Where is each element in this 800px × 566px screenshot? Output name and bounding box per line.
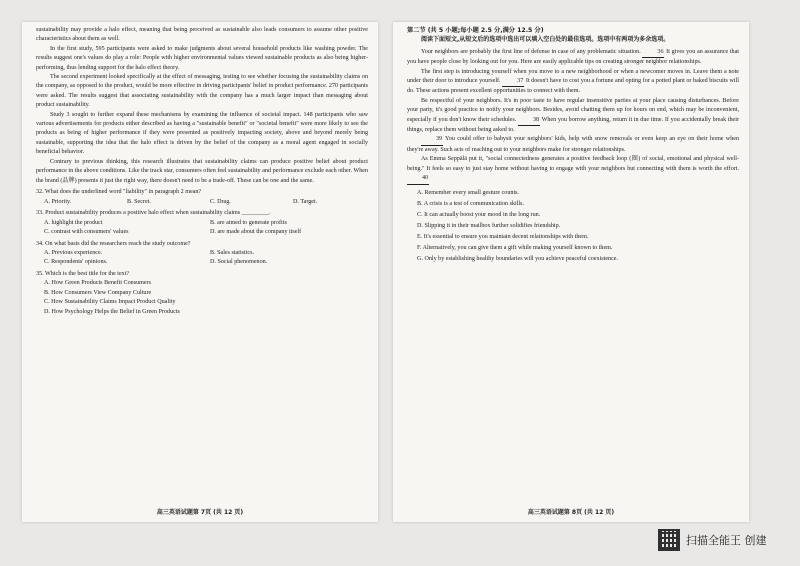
question-stem: 32. What does the underlined word "liability" in paragraph 2 mean? <box>36 189 202 196</box>
cloze-paragraph-1 <box>407 48 739 68</box>
paragraph-5: Contrary to previous thinking, this research illustrates that sustainability claims can produce positive belief about product performance in the above conditions. Like the track star, consumers often feel sustainability and performance exclude each other. When the brand (品牌) presents it just the right way, there doesn't need to be a trade-off. These can be one and the same. <box>36 158 368 184</box>
question-35 <box>36 270 368 317</box>
text-segment: It doesn't have to cost you a fortune and opting for a potted plant or baked biscuits will do. These actions present excellent opportunities to connect with them. <box>407 78 739 95</box>
paragraph-3: The second experiment looked specifically at the effect of messaging, testing to see whether focusing the sustainability claims on the company, as opposed to the product, would be more effective in driving participants' belief in product performance. 270 participants were asked. The results suggest that associating sustainability with the company has a much larger impact than messaging about product sustainability. <box>36 74 368 109</box>
option-c: C. Respondents' opinions. <box>44 259 108 266</box>
cloze-paragraph-3 <box>407 97 739 136</box>
option-a: A. How Green Products Benefit Consumers <box>44 280 151 287</box>
question-33 <box>36 209 368 237</box>
text-segment: Your neighbors are probably the first line of defense in case of any problematic situation. <box>421 48 643 55</box>
option-d: D. How Psychology Helps the Belief in Green Products <box>44 308 180 315</box>
question-stem: 35. Which is the best title for the text? <box>36 270 130 277</box>
option-d: D. are made about the company itself <box>210 228 302 235</box>
text-segment: The first step is introducing yourself when you move to a new neighborhood or when a newcomer moves in. Leave them a note under their door to introduce yourself. <box>407 68 739 85</box>
answer-options <box>407 189 739 264</box>
blank-40: 40 <box>407 174 429 184</box>
option-c: C. Drag. <box>210 198 231 205</box>
paragraph-4: Study 3 sought to further expand these mechanisms by examining the influence of societal impact. 148 participants who saw various advertisements for products either described as having a "sustainable benefit" or "societal benefit" were more likely to see the products as being of higher performance if they were presented as positively impacting society, above and beyond merely being sustainable, supporting the idea that the halo effect is driven by the belief of the company as a moral agent engaged in socially beneficial behavior. <box>36 111 368 156</box>
question-34 <box>36 240 368 268</box>
cloze-paragraph-4 <box>407 135 739 155</box>
option-c: C. How Sustainability Claims Impact Product Quality <box>44 299 176 306</box>
question-stem: 34. On what basis did the researchers reach the study outcome? <box>36 240 191 247</box>
cloze-paragraph-2 <box>407 68 739 97</box>
option-a: A. Remember every small gesture counts. <box>417 190 520 197</box>
text-segment: Be respectful of your neighbors. It's in poor taste to have regular insensitive parties at your place causing disturbances. Before your party, it's good practice to notify your neighbors. Besides, avoid chatting them up for hours on end, which may be inconvenient, especially if you don't know their schedules. <box>407 97 739 123</box>
option-a: A. highlight the product <box>44 219 103 226</box>
option-f: F. Alternatively, you can give them a gift while making yourself known to them. <box>417 245 613 252</box>
blank-38: 38 <box>518 116 540 126</box>
left-page-content <box>36 26 368 317</box>
option-b: B. A crisis is a test of communication skills. <box>417 201 524 208</box>
option-a: A. Previous experience. <box>44 249 103 256</box>
page-footer: 高三英语试题第 7页 (共 12 页) <box>156 509 244 516</box>
question-32 <box>36 188 368 207</box>
text-segment: It gives you an assurance that you have people close by looking out for you. Here are easily applicable tips on creating stronger neighbor relationships. <box>407 48 739 66</box>
cloze-paragraph-5 <box>407 155 739 184</box>
blank-39: 39 <box>421 135 443 145</box>
option-c: C. It can actually boost your mood in the long run. <box>417 212 541 219</box>
option-c: C. contrast with consumers' values <box>44 228 129 235</box>
text-segment: As Emma Seppälä put it, "social connectedness generates a positive feedback loop (圈) of social, emotional and physical well-being." It feels so easy to just stay home without having to engage with your neighbors but connecting with them is worth the effort. <box>407 156 739 172</box>
option-b: B. are aimed to generate profits <box>210 219 287 226</box>
option-b: B. How Consumers View Company Culture <box>44 289 152 296</box>
paragraph-1: sustainability may provide a halo effect, meaning that being perceived as sustainable also leads consumers to assume other positive characteristics about them as well. <box>36 27 368 43</box>
option-d: D. Target. <box>293 198 318 205</box>
scanner-watermark <box>658 529 767 551</box>
right-page-content <box>407 26 739 265</box>
scanner-watermark-text: 扫描全能王 创建 <box>686 534 767 547</box>
section-title: 第二节 (共 5 小题;每小题 2.5 分,满分 12.5 分) <box>407 27 544 34</box>
instructions: 阅读下面短文,从短文后的选项中选出可以填入空白处的最佳选项。选项中有两项为多余选项。 <box>421 36 670 44</box>
option-g: G. Only by establishing healthy boundaries will you achieve peaceful coexistence. <box>417 256 619 263</box>
option-b: B. Sales statistics. <box>210 249 255 256</box>
qr-code-icon <box>658 529 680 551</box>
exam-page-left <box>22 22 378 522</box>
paragraph-2: In the first study, 595 participants were asked to make judgments about several household products like washing powder. The results suggest one's values do play a role: People with higher environmental values viewed sustainable products as also being higher-performing, thus lending support for the halo effect theory. <box>36 45 368 71</box>
text-segment: You could offer to babysit your neighbors' kids, help with snow removals or even keep an eye on their home when they're away. Such acts of reaching out to your neighbors make for stronger relationships. <box>407 136 739 153</box>
page-footer: 高三英语试题第 8页 (共 12 页) <box>527 509 615 516</box>
option-d: D. Social phenomenon. <box>210 259 268 266</box>
text-segment: When you borrow anything, return it in due time. If you accidentally break their things, replace them without being asked to. <box>407 116 739 134</box>
option-d: D. Slipping it in their mailbox further solidifies friendship. <box>417 223 561 230</box>
option-a: A. Priority. <box>44 198 72 205</box>
blank-36: 36 <box>642 48 664 58</box>
exam-page-right <box>393 22 749 522</box>
question-stem: 33. Product sustainability produces a positive halo effect when sustainability claims _________. <box>36 210 271 217</box>
option-e: E. It's essential to ensure you maintain decent relationships with them. <box>417 234 589 241</box>
blank-37: 37 <box>502 77 524 87</box>
option-b: B. Secret. <box>127 198 151 205</box>
